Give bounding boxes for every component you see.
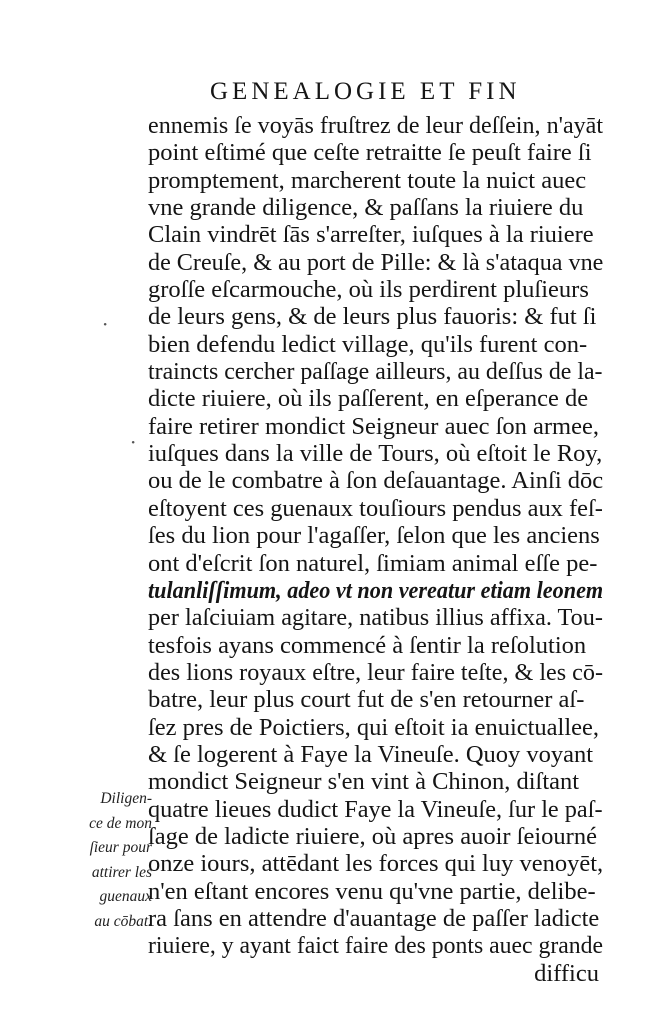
text-line: ra ſans en attendre d'auantage de paſſer ladicte	[148, 904, 600, 932]
text-line: de leurs gens, & de leurs plus fauoris: & fut ſi	[148, 303, 597, 331]
text-line: de Creuſe, & au port de Pille: & là s'ataqua vne	[148, 248, 604, 276]
marginal-note-line: au cōbat.	[94, 912, 152, 930]
text-line: & ſe logerent à Faye la Vineuſe. Quoy voyant	[148, 740, 594, 768]
text-line: tesfois ayans commencé à ſentir la reſolution	[148, 631, 587, 659]
text-line: des lions royaux eſtre, leur faire teſte, & les cō-	[148, 658, 604, 686]
text-line: n'en eſtant encores venu qu'vne partie, delibe-	[148, 877, 596, 905]
marginal-note-line: guenaux	[99, 888, 152, 906]
marginal-note	[62, 787, 152, 935]
marginal-note-line: ſieur pour	[89, 839, 152, 857]
marginal-note-line: attirer les	[91, 863, 152, 881]
text-line: faire retirer mondict Seigneur auec ſon armee,	[148, 412, 599, 440]
text-line: ont d'eſcrit ſon naturel, ſimiam animal eſſe pe-	[148, 549, 598, 577]
text-line: promptement, marcherent toute la nuict auec	[148, 166, 587, 194]
text-line: ennemis ſe voyās fruſtrez de leur deſſein, n'ayāt	[148, 112, 604, 139]
marginal-note-line: Diligen-	[100, 790, 152, 807]
text-line: point eſtimé que ceſte retraitte ſe peuſt faire ſi	[148, 139, 592, 167]
catchword: difficu	[534, 959, 599, 987]
text-line: Clain vindrēt ſās s'arreſter, iuſques à la riuiere	[148, 221, 594, 249]
text-line: onze iours, attēdant les forces qui luy venoyēt,	[148, 850, 604, 878]
text-line: ou de le combatre à ſon deſauantage. Ainſi dōc	[148, 467, 604, 495]
marginal-note-line: ce de mon	[89, 814, 152, 832]
running-head: GENEALOGIE ET FIN	[210, 78, 521, 105]
body-text	[148, 112, 603, 987]
text-line: ſez pres de Poictiers, qui eſtoit ia enuictuallee,	[148, 713, 600, 741]
text-line: tulanliſſimum, adeo vt non vereatur etiam leonem	[148, 576, 604, 604]
text-line: iuſques dans la ville de Tours, où eſtoit le Roy,	[148, 440, 603, 468]
text-line: batre, leur plus court fut de s'en retourner aſ-	[148, 686, 585, 714]
text-line: eſtoyent ces guenaux touſiours pendus aux feſ-	[148, 494, 603, 522]
text-line: ſage de ladicte riuiere, où apres auoir ſeiourné	[148, 822, 597, 850]
text-line: dicte riuiere, où ils paſſerent, en eſperance de	[148, 385, 589, 413]
text-line: riuiere, y ayant faict faire des ponts auec grande	[148, 932, 604, 960]
text-line: vne grande diligence, & paſſans la riuiere du	[148, 194, 584, 222]
text-line: groſſe eſcarmouche, où ils perdirent pluſieurs	[148, 276, 589, 304]
text-line: mondict Seigneur s'en vint à Chinon, diſtant	[148, 768, 580, 796]
margin-mark: ·	[130, 430, 137, 454]
text-line: bien defendu ledict village, qu'ils furent con-	[148, 330, 588, 358]
text-line: per laſciuiam agitare, natibus illius affixa. Tou-	[148, 604, 603, 632]
text-line: quatre lieues dudict Faye la Vineuſe, ſur le paſ-	[148, 795, 603, 823]
margin-mark: ·	[102, 312, 109, 336]
text-line: ſes du lion pour l'agaſſer, ſelon que les anciens	[148, 522, 600, 550]
text-line: traincts cercher paſſage ailleurs, au deſſus de la-	[148, 358, 603, 386]
